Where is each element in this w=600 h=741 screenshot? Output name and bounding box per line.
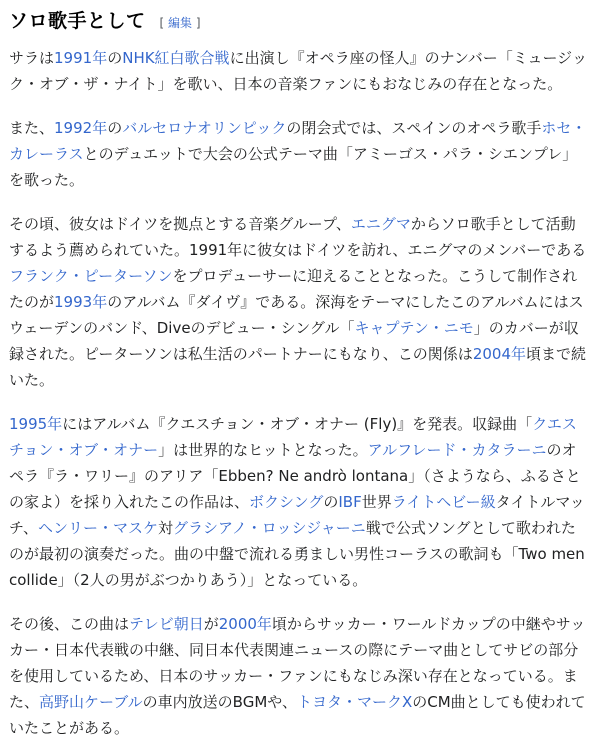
edit-section-control: [160, 14, 201, 31]
paragraph-text: からソロ歌手として活動するよう薦められていた。1991年に彼女はドイツを訪れ、エニグマのメンバーである: [9, 215, 587, 259]
wiki-link[interactable]: 2000年: [218, 615, 272, 633]
paragraph-text: の車内放送のBGMや、: [142, 693, 297, 711]
wiki-link[interactable]: ホセ・カレーラス: [9, 119, 587, 163]
wiki-link[interactable]: 1995年: [9, 415, 63, 433]
paragraph-text: のCM曲としても使われていたことがある。: [9, 693, 586, 737]
paragraph-text: とのデュエットで大会の公式テーマ曲「アミーゴス・パラ・シエンプレ」を歌った。: [9, 145, 578, 189]
wiki-link[interactable]: エニグマ: [350, 215, 411, 233]
wiki-link[interactable]: 高野山ケーブル: [39, 693, 143, 711]
paragraph-text: が: [203, 615, 219, 633]
paragraph-2: [9, 115, 588, 193]
paragraph-4: [9, 411, 588, 593]
wiki-link[interactable]: 1991年: [54, 49, 108, 67]
paragraph-text: をプロデューサーに迎えることとなった。こうして制作されたのが: [9, 267, 578, 311]
paragraph-text: 頃まで続いた。: [9, 345, 587, 389]
paragraph-1: [9, 45, 588, 97]
edit-bracket-close: ]: [192, 16, 201, 30]
wiki-link[interactable]: アルフレード・カタラーニ: [367, 441, 547, 459]
wiki-link[interactable]: ヘンリー・マスケ: [37, 519, 158, 537]
wiki-link[interactable]: ライトヘビー級: [391, 493, 496, 511]
wiki-link[interactable]: グラシアノ・ロッシジャーニ: [172, 519, 366, 537]
paragraph-text: タイトルマッチ、: [9, 493, 585, 537]
paragraph-text: のアルバム『ダイヴ』である。深海をテーマにしたこのアルバムにはスウェーデンのバンド、Diveのデビュー・シングル「: [9, 293, 584, 337]
wiki-link[interactable]: IBF: [338, 493, 362, 511]
edit-section-link[interactable]: 編集: [168, 16, 193, 30]
paragraph-text: の閉会式では、スペインのオペラ歌手: [286, 119, 542, 137]
wiki-link[interactable]: NHK紅白歌合戦: [122, 49, 230, 67]
paragraph-5: [9, 611, 588, 741]
wiki-link[interactable]: クエスチョン・オブ・オナー: [9, 415, 577, 459]
paragraph-text: の: [107, 49, 123, 67]
wiki-link[interactable]: トヨタ・マークX: [296, 693, 413, 711]
wiki-link[interactable]: 2004年: [472, 345, 526, 363]
wiki-link[interactable]: ボクシング: [249, 493, 324, 511]
paragraph-text: その頃、彼女はドイツを拠点とする音楽グループ、: [9, 215, 351, 233]
wiki-link[interactable]: バルセロナオリンピック: [122, 119, 287, 137]
paragraph-text: のオペラ『ラ・ワリー』のアリア「Ebben? Ne andrò lontana」（さようなら、ふるさとの家よ）を採り入れたこの作品は、: [9, 441, 581, 511]
paragraph-text: にはアルバム『クエスチョン・オブ・オナー (Fly)』を発表。収録曲「: [62, 415, 533, 433]
article-body: [9, 45, 588, 741]
paragraph-text: 世界: [361, 493, 392, 511]
paragraph-text: に出演し『オペラ座の怪人』のナンバー「ミュージック・オブ・ザ・ナイト」を歌い、日本の音楽ファンにもおなじみの存在となった。: [9, 49, 588, 93]
paragraph-text: その後、この曲は: [9, 615, 130, 633]
section-title: ソロ歌手として: [9, 10, 146, 32]
section-heading: [9, 6, 588, 33]
wiki-link[interactable]: テレビ朝日: [129, 615, 204, 633]
edit-bracket-open: [: [159, 16, 169, 30]
paragraph-text: の: [323, 493, 339, 511]
wiki-link[interactable]: 1993年: [54, 293, 108, 311]
paragraph-text: 頃からサッカー・ワールドカップの中継やサッカー・日本代表戦の中継、同日本代表関連ニュースの際にテーマ曲としてサビの部分を使用しているため、日本のサッカー・ファンにもなじみ深い存在となっている。また、: [9, 615, 586, 711]
paragraph-text: の: [107, 119, 123, 137]
wiki-link[interactable]: キャプテン・ニモ: [354, 319, 474, 337]
paragraph-text: 戦で公式ソングとして歌われたのが最初の演奏だった。曲の中盤で流れる勇ましい男性コーラスの歌詞も「Two men collide」（2人の男がぶつかりあう）」となっている。: [9, 519, 585, 589]
paragraph-3: [9, 211, 588, 393]
paragraph-text: 」は世界的なヒットとなった。: [158, 441, 368, 459]
wiki-link[interactable]: フランク・ピーターソン: [9, 267, 173, 285]
paragraph-text: また、: [9, 119, 55, 137]
paragraph-text: サラは: [9, 49, 55, 67]
wiki-link[interactable]: 1992年: [54, 119, 108, 137]
paragraph-text: 」のカバーが収録された。ピーターソンは私生活のパートナーにもなり、この関係は: [9, 319, 579, 363]
paragraph-text: 対: [157, 519, 173, 537]
